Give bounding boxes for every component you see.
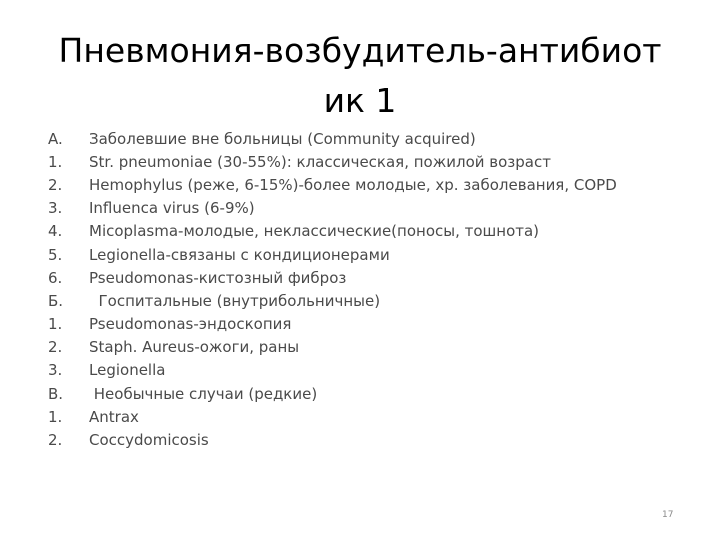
list-marker: 1. <box>48 152 63 171</box>
list-item-text: Pseudomonas-кистозный фиброз <box>89 268 347 287</box>
list-marker: 2. <box>48 175 63 194</box>
list-item <box>48 359 688 382</box>
list-marker: 5. <box>48 245 63 264</box>
list-marker: 3. <box>48 199 63 218</box>
list-item <box>48 197 688 220</box>
list-item-text: Legionella <box>89 361 166 380</box>
list-item <box>48 173 688 196</box>
list-item-text: Hemophylus (реже, 6-15%)-более молодые, хр. заболевания, COPD <box>89 175 617 194</box>
list-item-text: Str. pneumoniae (30-55%): классическая, пожилой возраст <box>89 152 551 171</box>
list-item <box>48 150 688 173</box>
list-item <box>48 428 688 451</box>
list-marker: 4. <box>48 222 63 241</box>
list-item-text: Influenca virus (6-9%) <box>89 199 255 218</box>
page-number: 17 <box>662 510 674 520</box>
slide-title <box>40 26 680 126</box>
list-marker: A. <box>48 129 63 148</box>
list-item <box>48 127 688 150</box>
list-item-text: Antrax <box>89 407 139 426</box>
list-item <box>48 220 688 243</box>
list-item-text: Pseudomonas-эндоскопия <box>89 315 292 334</box>
list-item <box>48 266 688 289</box>
list-item-text: Coccydomicosis <box>89 431 209 450</box>
list-item-text: Legionella-связаны с кондиционерами <box>89 245 390 264</box>
list-marker: Б. <box>48 291 64 310</box>
content-list <box>48 127 688 452</box>
list-item <box>48 313 688 336</box>
list-marker: 1. <box>48 407 63 426</box>
list-marker: 6. <box>48 268 63 287</box>
list-item-text: Заболевшие вне больницы (Community acquired) <box>89 129 476 148</box>
list-item <box>48 336 688 359</box>
list-item <box>48 243 688 266</box>
list-item-text: Micoplasma-молодые, неклассические(поносы, тошнота) <box>89 222 540 241</box>
list-marker: 2. <box>48 431 63 450</box>
list-item <box>48 405 688 428</box>
slide-title-line-1: Пневмония-возбудитель-антибиот <box>58 31 662 70</box>
list-item <box>48 382 688 405</box>
list-item-text: Необычные случаи (редкие) <box>89 384 318 403</box>
list-marker: 2. <box>48 338 63 357</box>
slide-title-line-2: ик 1 <box>323 81 397 120</box>
list-item-text: Staph. Aureus-ожоги, раны <box>89 338 300 357</box>
list-item-text: Госпитальные (внутрибольничные) <box>89 291 381 310</box>
list-marker: 1. <box>48 315 63 334</box>
list-marker: 3. <box>48 361 63 380</box>
list-marker: B. <box>48 384 64 403</box>
list-item <box>48 289 688 312</box>
